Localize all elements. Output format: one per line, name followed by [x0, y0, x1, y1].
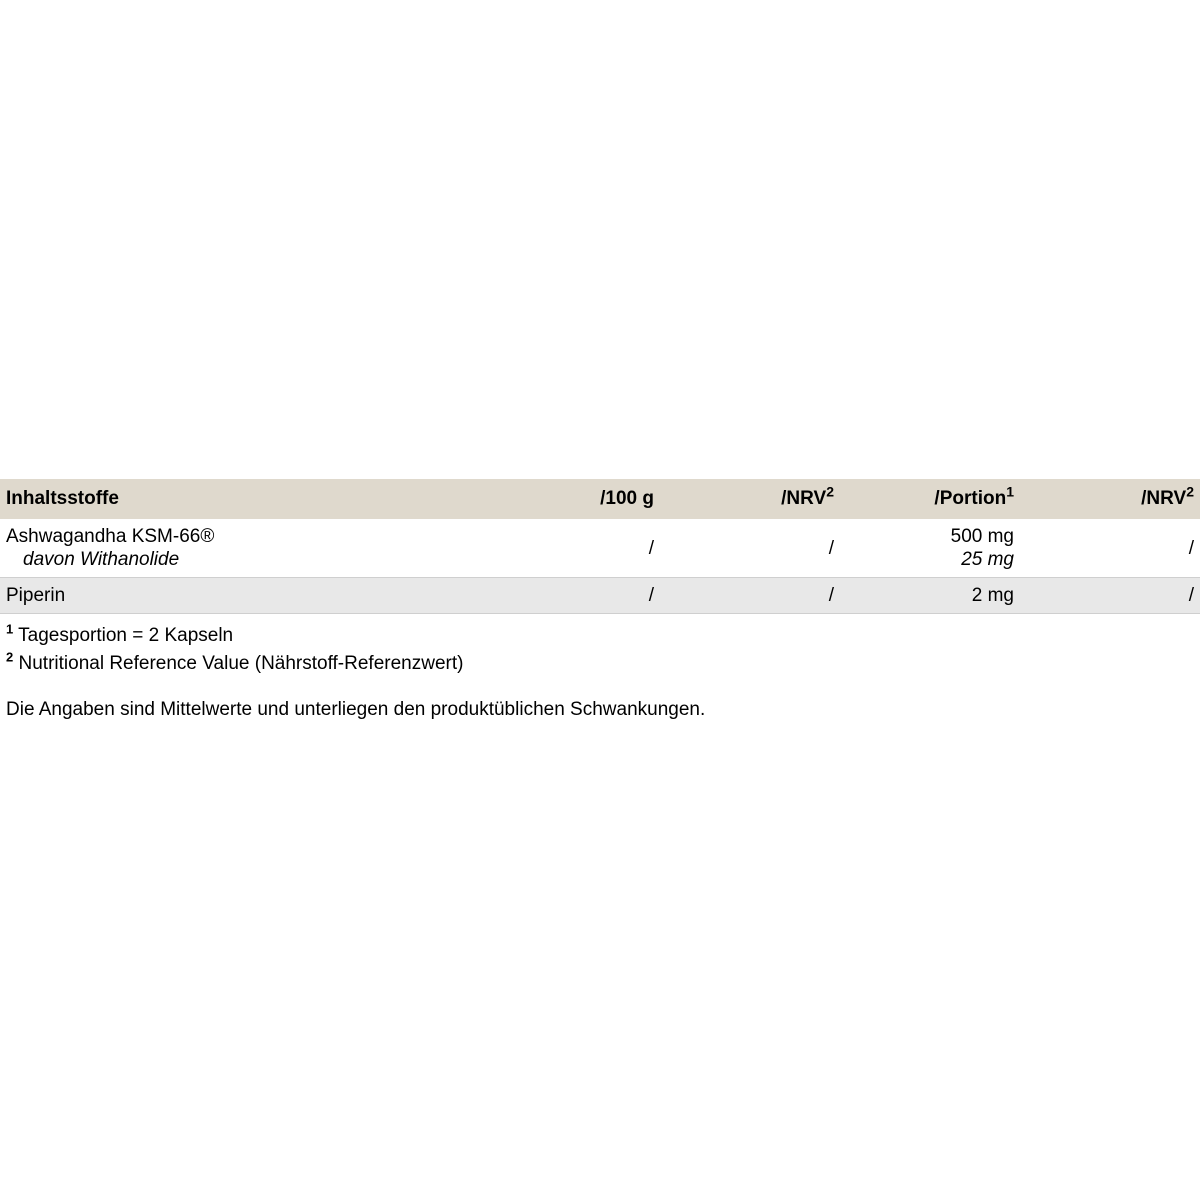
header-nrv-portion: /NRV$^2$ — [1141, 483, 1194, 509]
footnote-marker: 2 — [1186, 483, 1194, 500]
footnote-marker: 1 — [1006, 483, 1014, 500]
footnote-text: Tagesportion = 2 Kapseln — [18, 625, 234, 646]
header-ingredients: Inhaltsstoffe — [6, 488, 119, 509]
nutrition-facts — [0, 479, 1200, 722]
ingredient-sub-name: davon Withanolide — [23, 549, 180, 570]
per-100g-value: / — [648, 537, 654, 559]
header-per-portion: /Portion$^1$ — [934, 483, 1014, 509]
table-header-row — [0, 479, 1200, 519]
footnote-marker: 2 — [6, 649, 14, 665]
header-nrv-100g: /NRV$^2$ — [781, 483, 834, 509]
ingredient-cell — [0, 519, 480, 578]
footnote-marker: 2 — [826, 483, 834, 500]
nrv-100g-value: / — [828, 537, 834, 559]
footnote-item — [6, 622, 1200, 650]
footnote-marker: 1 — [6, 621, 14, 637]
per-100g-value: / — [480, 578, 660, 614]
per-portion-cell — [840, 519, 1020, 578]
sub-per-portion-value: 25 mg — [961, 549, 1014, 570]
footnote-text: Nutritional Reference Value (Nährstoff-Referenzwert) — [18, 653, 464, 674]
nutrition-table — [0, 479, 1200, 614]
nrv-100g-value: / — [660, 578, 840, 614]
per-portion-value: 2 mg — [840, 578, 1020, 614]
nrv-portion-value: / — [1020, 578, 1200, 614]
ingredient-name: Ashwagandha KSM-66® — [6, 526, 215, 547]
disclaimer-text: Die Angaben sind Mittelwerte und unterliegen den produktüblichen Schwankungen. — [6, 699, 706, 720]
table-row — [0, 519, 1200, 578]
nrv-portion-value: / — [1188, 537, 1194, 559]
footnote-item — [6, 650, 1200, 678]
per-portion-value: 500 mg — [950, 526, 1014, 547]
footnotes — [0, 622, 1200, 678]
table-row — [0, 578, 1200, 614]
ingredient-name: Piperin — [0, 578, 480, 614]
header-per-100g: /100 g — [600, 488, 654, 509]
